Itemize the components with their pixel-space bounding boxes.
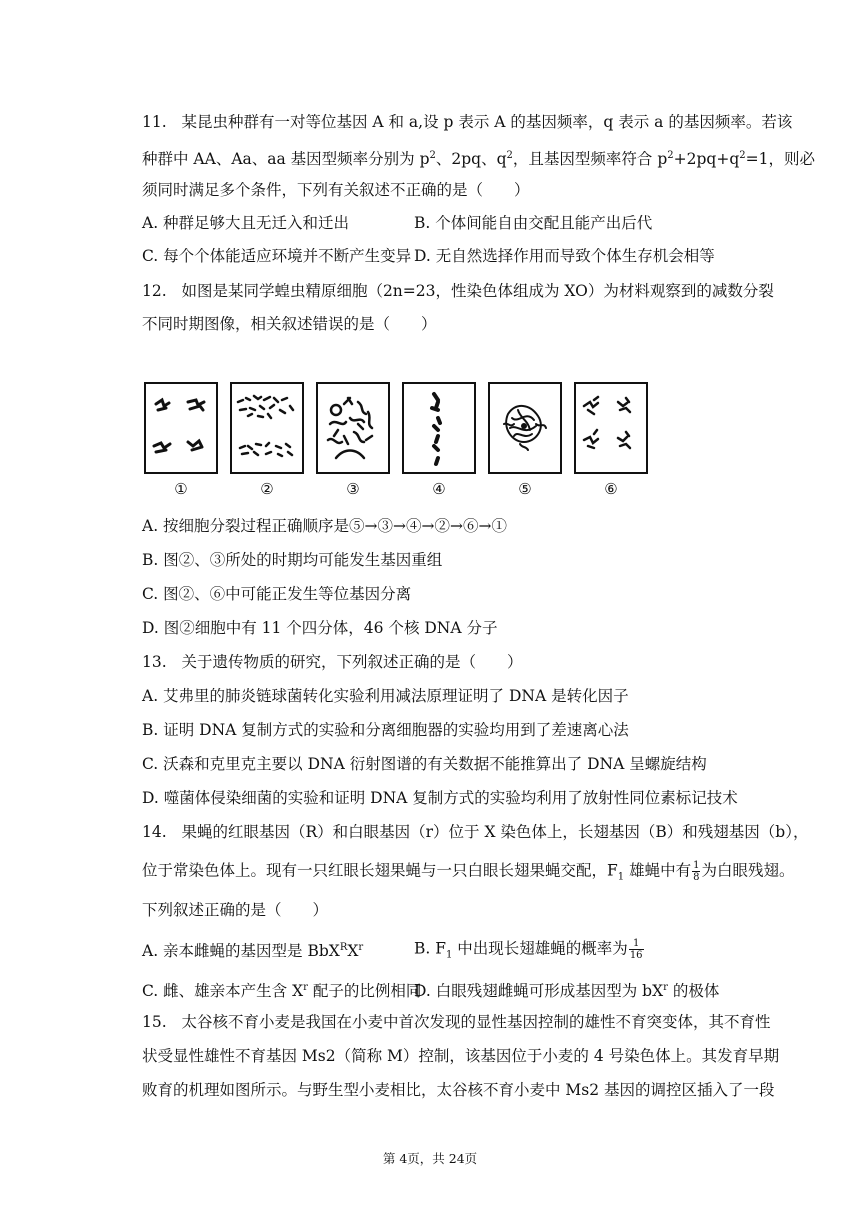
cell-label-3: ③ [346,480,360,498]
q14-option-c-text: C. 雌、雄亲本产生含 X [142,982,304,1001]
q14-option-d-text: D. 白眼残翅雌蝇可形成基因型为 bX [414,982,664,1001]
q14-option-b [414,938,645,966]
q14-option-a-text: A. 亲本雌蝇的基因型是 BbX [142,942,340,961]
fraction-denominator: 16 [629,950,643,961]
q14-number: 14. [142,823,167,841]
fraction-denominator: 8 [693,872,700,883]
q13-number: 13. [142,653,167,671]
q14-stem-text2c: 为白眼残翅。 [701,861,795,880]
superscript: r [358,942,364,953]
cell-label-6: ⑥ [604,480,618,498]
fraction-numerator: 1 [629,938,644,950]
meiosis-figure [142,382,682,500]
q12-option-c: C. 图②、⑥中可能正发生等位基因分离 [142,585,412,603]
q14-option-b-text2: 中出现长翅雄蝇的概率为 [452,939,628,958]
q12-stem-line1 [142,281,774,301]
q13-option-b: B. 证明 DNA 复制方式的实验和分离细胞器的实验均用到了差速离心法 [142,721,629,739]
q15-stem-line2: 状受显性雄性不育基因 Ms2（简称 M）控制，该基因位于小麦的 4 号染色体上。其发育早期 [142,1047,780,1065]
cell-label-2: ② [260,480,274,498]
q12-stem-text1: 如图是某同学蝗虫精原细胞（2n=23，性染色体组成为 XO）为材料观察到的减数分裂 [181,282,774,300]
q12-stem-line2: 不同时期图像，相关叙述错误的是（ ） [142,315,437,333]
cell-label-1: ① [174,480,188,498]
cell-image-6 [574,382,648,474]
q15-stem-line3: 败育的机理如图所示。与野生型小麦相比，太谷核不育小麦中 Ms2 基因的调控区插入了一段 [142,1081,775,1099]
fraction-numerator: 1 [693,860,700,871]
q13-stem-text: 关于遗传物质的研究，下列叙述正确的是（ ） [181,653,523,671]
q14-stem-line1 [142,822,808,842]
subscript: 1 [446,949,453,961]
q15-stem-line1 [142,1012,770,1032]
q11-stem-text2c: ，且基因型频率符合 p [512,150,668,169]
q13-option-a: A. 艾弗里的肺炎链球菌转化实验利用减法原理证明了 DNA 是转化因子 [142,687,629,705]
superscript: 2 [667,150,674,161]
superscript: R [339,942,348,953]
q11-option-a: A. 种群足够大且无迁入和迁出 [142,214,350,232]
q15-number: 15. [142,1013,167,1031]
q14-stem-line3: 下列叙述正确的是（ ） [142,901,329,919]
cell-image-1 [144,382,218,474]
cell-image-3 [316,382,390,474]
q12-option-d: D. 图②细胞中有 11 个四分体，46 个核 DNA 分子 [142,619,498,637]
cell-image-4 [402,382,476,474]
q12-option-a: A. 按细胞分裂过程正确顺序是⑤→③→④→②→⑥→① [142,517,507,535]
q13-stem [142,652,522,672]
q11-option-d: D. 无自然选择作用而导致个体生存机会相等 [414,247,715,265]
q11-stem-text2e: =1，则必 [745,150,815,169]
q14-option-c-text2: 配子的比例相同 [307,982,422,1001]
q11-option-c: C. 每个个体能适应环境并不断产生变异 [142,247,412,265]
q14-stem-text1: 果蝇的红眼基因（R）和白眼基因（r）位于 X 染色体上，长翅基因（B）和残翅基因（b）， [181,823,809,841]
q14-option-a-text2: X [347,942,359,961]
q11-stem-line1 [142,112,792,132]
q13-option-d: D. 噬菌体侵染细菌的实验和证明 DNA 复制方式的实验均利用了放射性同位素标记技术 [142,789,738,807]
superscript: r [303,982,308,993]
fraction-one-sixteenth [629,938,644,961]
cell-label-4: ④ [432,480,446,498]
page-footer: 第 4页，共 24页 [382,1151,478,1166]
superscript: r [663,982,668,993]
q12-option-b: B. 图②、③所处的时期均可能发生基因重组 [142,551,443,569]
q14-stem-text2a: 位于常染色体上。现有一只红眼长翅果蝇与一只白眼长翅果蝇交配，F [142,861,618,880]
superscript: 2 [739,150,746,161]
q14-option-b-text: B. F [414,939,446,958]
q12-number: 12. [142,282,167,300]
q11-stem-text2d: +2pq+q [673,150,740,169]
q11-number: 11. [142,113,167,131]
superscript: 2 [506,150,513,161]
q14-option-d-text2: 的极体 [667,982,720,1001]
q11-stem-text2a: 种群中 AA、Aa、aa 基因型频率分别为 p [142,150,430,169]
subscript: 1 [617,871,625,883]
q13-option-c: C. 沃森和克里克主要以 DNA 衍射图谱的有关数据不能推算出了 DNA 呈螺旋结构 [142,755,707,773]
q11-stem-line3: 须同时满足多个条件，下列有关叙述不正确的是（ ） [142,181,530,199]
q14-stem-line2 [142,860,794,888]
q11-option-b: B. 个体间能自由交配且能产出后代 [414,214,653,232]
cell-label-5: ⑤ [518,480,532,498]
cell-image-5 [488,382,562,474]
q14-option-d [414,978,719,1001]
cell-image-2 [230,382,304,474]
q14-stem-text2b: 雄蝇中有 [624,861,692,880]
q11-stem-text1: 某昆虫种群有一对等位基因 A 和 a,设 p 表示 A 的基因频率，q 表示 a 的基因频率。若该 [181,113,793,131]
q11-stem-text2b: 、2pq、q [435,150,507,169]
fraction-one-eighth [692,860,700,883]
q11-stem-line2 [142,146,815,169]
q15-stem-text1: 太谷核不育小麦是我国在小麦中首次发现的显性基因控制的雄性不育突变体，其不育性 [181,1013,771,1031]
superscript: 2 [429,150,436,161]
q14-option-c [142,978,421,1001]
q14-option-a [142,938,363,961]
